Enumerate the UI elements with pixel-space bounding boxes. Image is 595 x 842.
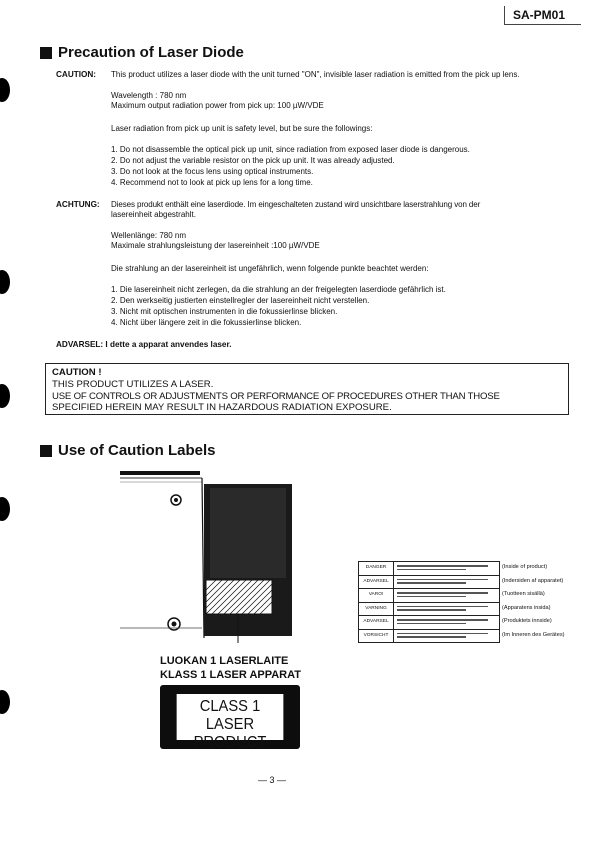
advarsel-line: ADVARSEL: I dette a apparat anvendes laser. [56,340,232,349]
sticker-fine-print [394,630,499,643]
binder-hole [0,78,10,102]
sticker-word: ADVARSEL [359,576,394,589]
sticker-note: (Inside of product) [502,564,548,570]
sticker-row [359,602,499,616]
binder-hole [0,384,10,408]
binder-hole [0,690,10,714]
list-item: 4. Nicht über längere zeit in die fokussierlinse blicken. [111,318,302,327]
section-heading [40,44,244,61]
sticker-note: (Im Inneren des Gerätes) [502,631,565,638]
max-power: Maximum output radiation power from pick up: 100 µW/VDE [111,101,324,110]
achtung-text: lasereinheit abgestrahlt. [111,210,196,219]
sticker-word: VARO! [359,589,394,602]
list-item: 2. Den werkseitig justierten einstellregler der lasereinheit nicht verstellen. [111,296,370,305]
klass-text: KLASS 1 LASER APPARAT [160,669,301,681]
sticker-row [359,575,499,589]
wavelength-de: Wellenlänge: 780 nm [111,231,187,240]
caution-box-line: SPECIFIED HEREIN MAY RESULT IN HAZARDOUS RADIATION EXPOSURE. [52,402,392,414]
sticker-note: (Indersiden af apparatet) [502,577,564,584]
list-item: 1. Die lasereinheit nicht zerlegen, da die strahlung an der freigelegten laserdiode gefährlich ist. [111,285,446,294]
sticker-fine-print [394,603,499,616]
section-title: Precaution of Laser Diode [58,44,244,61]
luokan-text: LUOKAN 1 LASERLAITE [160,655,289,667]
achtung-label: ACHTUNG: [56,200,100,209]
device-drawing [120,468,300,643]
binder-hole [0,270,10,294]
caution-box [45,363,569,415]
sticker-word: DANGER [359,562,394,575]
laser-product-text: LASER PRODUCT [193,716,267,751]
caution-box-line: USE OF CONTROLS OR ADJUSTMENTS OR PERFORMANCE OF PROCEDURES OTHER THAN THOSE [52,390,500,402]
sticker-note: (Apparatens insida) [502,604,551,611]
sticker-row [359,629,499,643]
page-number: — 3 — [258,775,287,785]
caution-label-sticker [358,561,500,643]
binder-hole [0,497,10,521]
sticker-fine-print [394,589,499,602]
sticker-word: VARNING [359,603,394,616]
sticker-word: VORSICHT [359,630,394,643]
section-title: Use of Caution Labels [58,442,216,459]
list-item: 1. Do not disassemble the optical pick up unit, since radiation from exposed laser diode is dangerous. [111,145,470,154]
safety-intro: Laser radiation from pick up unit is safety level, but be sure the followings: [111,124,373,133]
wavelength: Wavelength : 780 nm [111,91,187,100]
sticker-note: (Produktets innside) [502,618,552,624]
sticker-row [359,588,499,602]
sticker-fine-print [394,576,499,589]
sticker-word: ADVARSEL [359,616,394,629]
gefahr-intro: Die strahlung an der lasereinheit ist ungefährlich, wenn folgende punkte beachtet werden: [111,264,429,273]
class1-label [160,685,300,749]
heading-square-icon [40,445,52,457]
list-item: 2. Do not adjust the variable resistor on the pick up unit. It was already adjusted. [111,156,395,165]
list-item: 3. Nicht mit optischen instrumenten in die fokussierlinse blicken. [111,307,338,316]
achtung-text: Dieses produkt enthält eine laserdiode. Im eingeschalteten zustand wird unsichtbare laserstrahlung von der [111,200,481,209]
class-label-caption [160,654,301,682]
model-number: SA-PM01 [504,6,581,25]
heading-square-icon [40,47,52,59]
section-heading [40,442,216,459]
max-power-de: Maximale strahlungsleistung der lasereinheit :100 µW/VDE [111,241,320,250]
sticker-note: (Tuotteen sisällä) [502,591,545,597]
list-item: 4. Recommend not to look at pick up lens for a long time. [111,178,313,187]
caution-label: CAUTION: [56,70,97,79]
label-notes [502,561,565,642]
caution-text: This product utilizes a laser diode with the unit turned "ON", invisible laser radiation is emitted from the pick up lens. [111,70,520,79]
sticker-row [359,615,499,629]
sticker-row [359,562,499,575]
caution-box-line: THIS PRODUCT UTILIZES A LASER. [52,378,214,390]
list-item: 3. Do not look at the focus lens using optical instruments. [111,167,314,176]
caution-box-title: CAUTION ! [52,367,102,378]
class1-text: CLASS 1 [199,698,261,715]
sticker-fine-print [394,616,499,629]
sticker-fine-print [394,562,499,575]
